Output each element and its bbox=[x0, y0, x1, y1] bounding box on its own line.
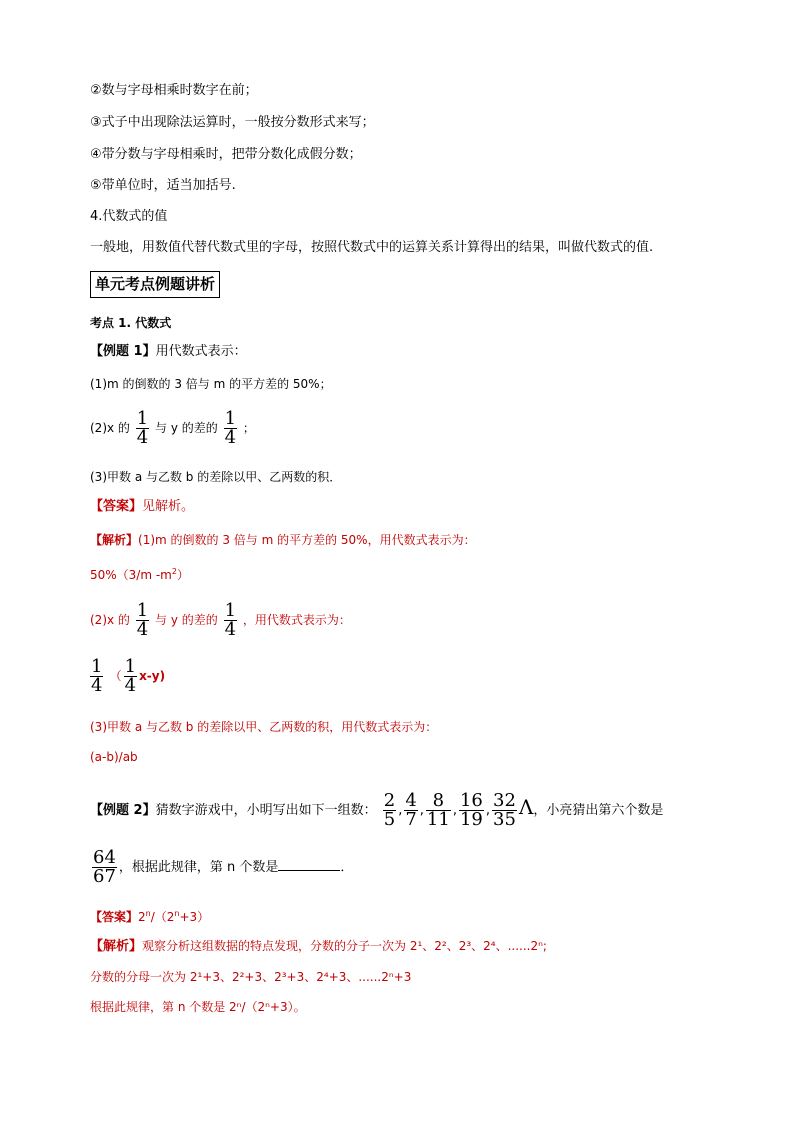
example2-text: 猜数字游戏中，小明写出如下一组数： bbox=[155, 803, 377, 818]
analysis-line-1: 观察分析这组数据的特点发现，分数的分子一次为 2¹、2²、2³、2⁴、......2ⁿ; bbox=[142, 939, 547, 953]
example2-line2-text: ，根据此规律，第 n 个数是 bbox=[118, 860, 279, 875]
frac-num: 16 bbox=[459, 790, 483, 811]
answer-mid: /（2 bbox=[150, 910, 175, 924]
frac-den: 67 bbox=[93, 866, 116, 887]
example2-analysis-3: 根据此规律，第 n 个数是 2ⁿ/（2ⁿ+3）。 bbox=[90, 1000, 306, 1014]
example2-answer bbox=[90, 905, 209, 926]
example2-analysis-1 bbox=[90, 937, 547, 956]
rule-5: ⑤带单位时，适当加括号. bbox=[90, 178, 236, 193]
example1-answer bbox=[90, 498, 194, 516]
fraction-one-quarter bbox=[136, 602, 149, 639]
answer-blank bbox=[278, 858, 340, 871]
frac-num: 8 bbox=[432, 790, 445, 811]
frac-num: 2 bbox=[383, 790, 396, 811]
expr-2-tail: x-y) bbox=[139, 669, 166, 683]
seq-sep: , bbox=[419, 803, 424, 818]
example1-prompt bbox=[90, 343, 247, 361]
frac-num: 1 bbox=[224, 600, 237, 621]
rule-3: ③式子中出现除法运算时，一般按分数形式来写； bbox=[90, 115, 375, 130]
example2-label: 【例题 2】 bbox=[90, 803, 156, 818]
answer-label: 【答案】 bbox=[90, 910, 139, 924]
frac-den: 4 bbox=[124, 675, 137, 696]
frac-den: 4 bbox=[224, 427, 237, 448]
analysis-expr-3: (a-b)/ab bbox=[90, 750, 138, 764]
frac-num: 1 bbox=[136, 408, 149, 429]
frac-den: 7 bbox=[405, 809, 417, 830]
ellipsis-symbol: Λ bbox=[518, 795, 534, 819]
q2-mid: 与 y 的差的 bbox=[155, 421, 218, 435]
example1-q2 bbox=[90, 408, 255, 448]
fraction-one-quarter bbox=[124, 658, 137, 695]
expr-1-post: ） bbox=[176, 568, 189, 582]
kaodian-heading: 考点 1. 代数式 bbox=[90, 316, 172, 330]
fraction-seq-5 bbox=[492, 792, 517, 829]
example1-q1: (1)m 的倒数的 3 倍与 m 的平方差的 50%； bbox=[90, 377, 332, 391]
frac-num: 1 bbox=[224, 408, 237, 429]
fraction-one-quarter bbox=[224, 602, 237, 639]
analysis-expr-2 bbox=[88, 654, 165, 699]
example2-prompt bbox=[90, 782, 663, 836]
a2-end: ，用代数式表示为： bbox=[242, 613, 351, 627]
rule-4: ④带分数与字母相乘时，把带分数化成假分数； bbox=[90, 147, 362, 162]
unit-title: 单元考点例题讲析 bbox=[90, 271, 220, 298]
frac-den: 4 bbox=[136, 427, 149, 448]
frac-den: 19 bbox=[459, 809, 483, 830]
frac-den: 35 bbox=[493, 809, 516, 830]
frac-num: 1 bbox=[91, 656, 103, 677]
analysis-label: 【解析】 bbox=[90, 533, 139, 547]
answer-sup: n bbox=[145, 909, 151, 918]
frac-num: 1 bbox=[136, 600, 149, 621]
analysis-label: 【解析】 bbox=[90, 939, 143, 954]
a2-mid: 与 y 的差的 bbox=[155, 613, 218, 627]
section-heading: 4.代数式的值 bbox=[90, 209, 168, 224]
answer-label: 【答案】 bbox=[90, 499, 143, 514]
seq-sep: , bbox=[485, 803, 491, 818]
answer-post: +3） bbox=[179, 910, 210, 924]
fraction-seq-1 bbox=[383, 792, 396, 829]
seq-sep: , bbox=[452, 803, 457, 818]
example1-label: 【例题 1】 bbox=[90, 344, 156, 359]
example2-analysis-2: 分数的分母一次为 2¹+3、2²+3、2³+3、2⁴+3、......2ⁿ+3 bbox=[90, 970, 412, 984]
expr-1-pre: 50%（3/m -m bbox=[90, 568, 172, 582]
frac-den: 4 bbox=[224, 619, 237, 640]
example1-q3: (3)甲数 a 与乙数 b 的差除以甲、乙两数的积． bbox=[90, 470, 342, 484]
expr-1-sup: 2 bbox=[171, 567, 177, 576]
a2-prefix: (2)x 的 bbox=[90, 613, 130, 627]
frac-den: 11 bbox=[426, 809, 450, 830]
fraction-one-quarter bbox=[224, 410, 237, 447]
fraction-seq-2 bbox=[404, 792, 417, 829]
example1-analysis-2 bbox=[90, 600, 351, 640]
example1-analysis-3: (3)甲数 a 与乙数 b 的差除以甲、乙两数的积，用代数式表示为： bbox=[90, 720, 438, 734]
example1-analysis-1 bbox=[90, 531, 476, 549]
example2-line2-end: ． bbox=[340, 860, 354, 875]
analysis-line-1: (1)m 的倒数的 3 倍与 m 的平方差的 50%，用代数式表示为： bbox=[138, 533, 476, 547]
analysis-expr-1 bbox=[90, 563, 189, 584]
fraction-seq-3 bbox=[426, 792, 451, 829]
frac-num: 64 bbox=[93, 847, 116, 868]
expr-2-paren: （ bbox=[109, 669, 122, 683]
answer-text: 见解析。 bbox=[142, 499, 195, 514]
fraction-seq-4 bbox=[459, 792, 484, 829]
frac-num: 1 bbox=[124, 656, 137, 677]
rule-2: ②数与字母相乘时数字在前； bbox=[90, 83, 258, 98]
answer-pre: 2 bbox=[138, 910, 146, 924]
fraction-one-quarter bbox=[90, 658, 103, 695]
frac-num: 32 bbox=[493, 790, 516, 811]
fraction-one-quarter bbox=[136, 410, 149, 447]
frac-num: 4 bbox=[405, 790, 417, 811]
answer-sup: n bbox=[174, 909, 180, 918]
example2-line2 bbox=[90, 846, 353, 890]
seq-sep: , bbox=[398, 803, 403, 818]
section-paragraph: 一般地，用数值代替代数式里的字母，按照代数式中的运算关系计算得出的结果，叫做代数式的值. bbox=[90, 240, 654, 255]
frac-den: 4 bbox=[136, 619, 149, 640]
q2-end: ； bbox=[242, 421, 255, 435]
fraction-sixth bbox=[92, 849, 117, 886]
frac-den: 4 bbox=[91, 675, 103, 696]
q2-prefix: (2)x 的 bbox=[90, 421, 130, 435]
frac-den: 5 bbox=[383, 809, 396, 830]
example2-text-post: ，小亮猜出第六个数是 bbox=[533, 803, 664, 818]
example1-prompt-text: 用代数式表示： bbox=[155, 344, 247, 359]
